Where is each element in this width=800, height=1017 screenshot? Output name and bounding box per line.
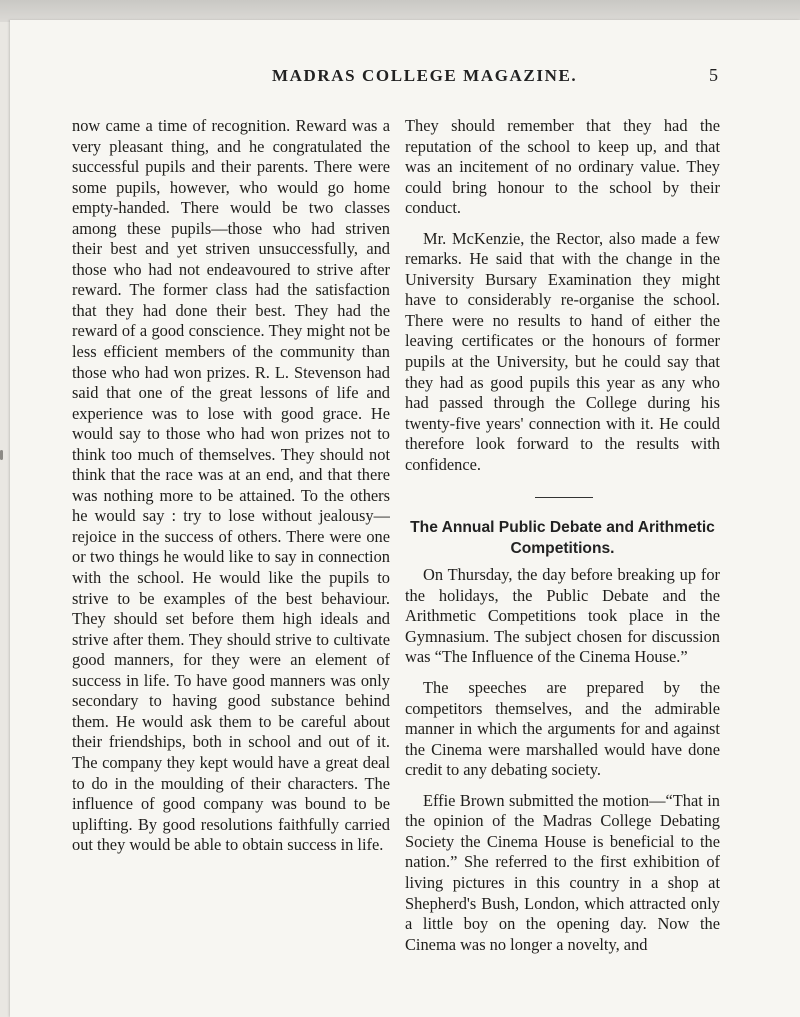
separator-rule: [535, 497, 593, 498]
rector-speech-conclusion: They should remember that they had the reputation of the school to keep up, and that was an incitement of no ordinary value. They could bring honour to the school by their conduct.: [405, 116, 720, 218]
section-separator: [405, 475, 720, 515]
left-column-paragraph: now came a time of recognition. Reward was a very pleasant thing, and he congratulated the successful pupils and their parents. There were some pupils, however, who would go home empty-handed. There would be two classes among these pupils—those who had striven their best and yet striven unsuccessfully, and those who had not endeavoured to strive after reward. The former class had the satisfaction that they had done their best. They had the reward of a good conscience. They might not be less efficient members of the community than those who had won prizes. R. L. Stevenson had said that one of the great lessons of life and experience was to lose with good grace. He would say to those who had won prizes not to think too much of themselves. They should not think that the race was at an end, and that there was nothing more to be attained. To the others he would say : try to lose without jealousy—rejoice in the success of others. There were one or two things he would like to say in connection with the school. He would like the pupils to strive to be examples of the best behaviour. They should set before them high ideals and strive after them. They should strive to cultivate good manners, for they were an element of success in life. To have good manners was only secondary to having good substance behind them. He would ask them to be careful about their friendships, both in school and out of it. The company they kept would have a great deal to do in the moulding of their characters. The influence of good company was bound to be uplifting. By good resolutions faithfully carried out they would be able to obtain success in life.: [72, 116, 390, 855]
speeches-paragraph: The speeches are prepared by the competitors themselves, and the admirable manner in which the arguments for and against the Cinema were marshalled would have done credit to any debating society.: [405, 678, 720, 780]
motion-paragraph: Effie Brown submitted the motion—“That in the opinion of the Madras College Debating Society the Cinema House is beneficial to the nation.” She referred to the first exhibition of living pictures in this country in a shop at Shepherd's Bush, London, which attracted only a little boy on the opening day. Now the Cinema was no longer a novelty, and: [405, 790, 720, 954]
left-column: [72, 116, 390, 976]
magazine-title: MADRAS COLLEGE MAGAZINE.: [272, 66, 578, 85]
paragraph-gap: [405, 781, 720, 791]
right-column: [405, 116, 720, 976]
scan-edge-mark: [0, 450, 3, 460]
running-header: [0, 66, 800, 92]
debate-intro-paragraph: On Thursday, the day before breaking up for the holidays, the Public Debate and the Arithmetic Competitions took place in the Gymnasium. The subject chosen for discussion was “The Influence of the Cinema House.”: [405, 565, 720, 667]
scan-background-top: [0, 0, 800, 22]
rector-remarks-paragraph: Mr. McKenzie, the Rector, also made a few remarks. He said that with the change in the University Bursary Examination they might have to considerably re-organise the school. There were no results to hand of either the leaving certificates or the honours of former pupils at the University, but he could say that they had as good pupils this year as any who had passed through the College during his twenty-five years' connection with it. He could therefore look forward to the results with confidence.: [405, 228, 720, 474]
section-heading: The Annual Public Debate and Arithmetic Competitions.: [410, 519, 715, 558]
paragraph-gap: [405, 668, 720, 678]
page-number: 5: [709, 65, 718, 85]
paragraph-gap: [405, 219, 720, 229]
